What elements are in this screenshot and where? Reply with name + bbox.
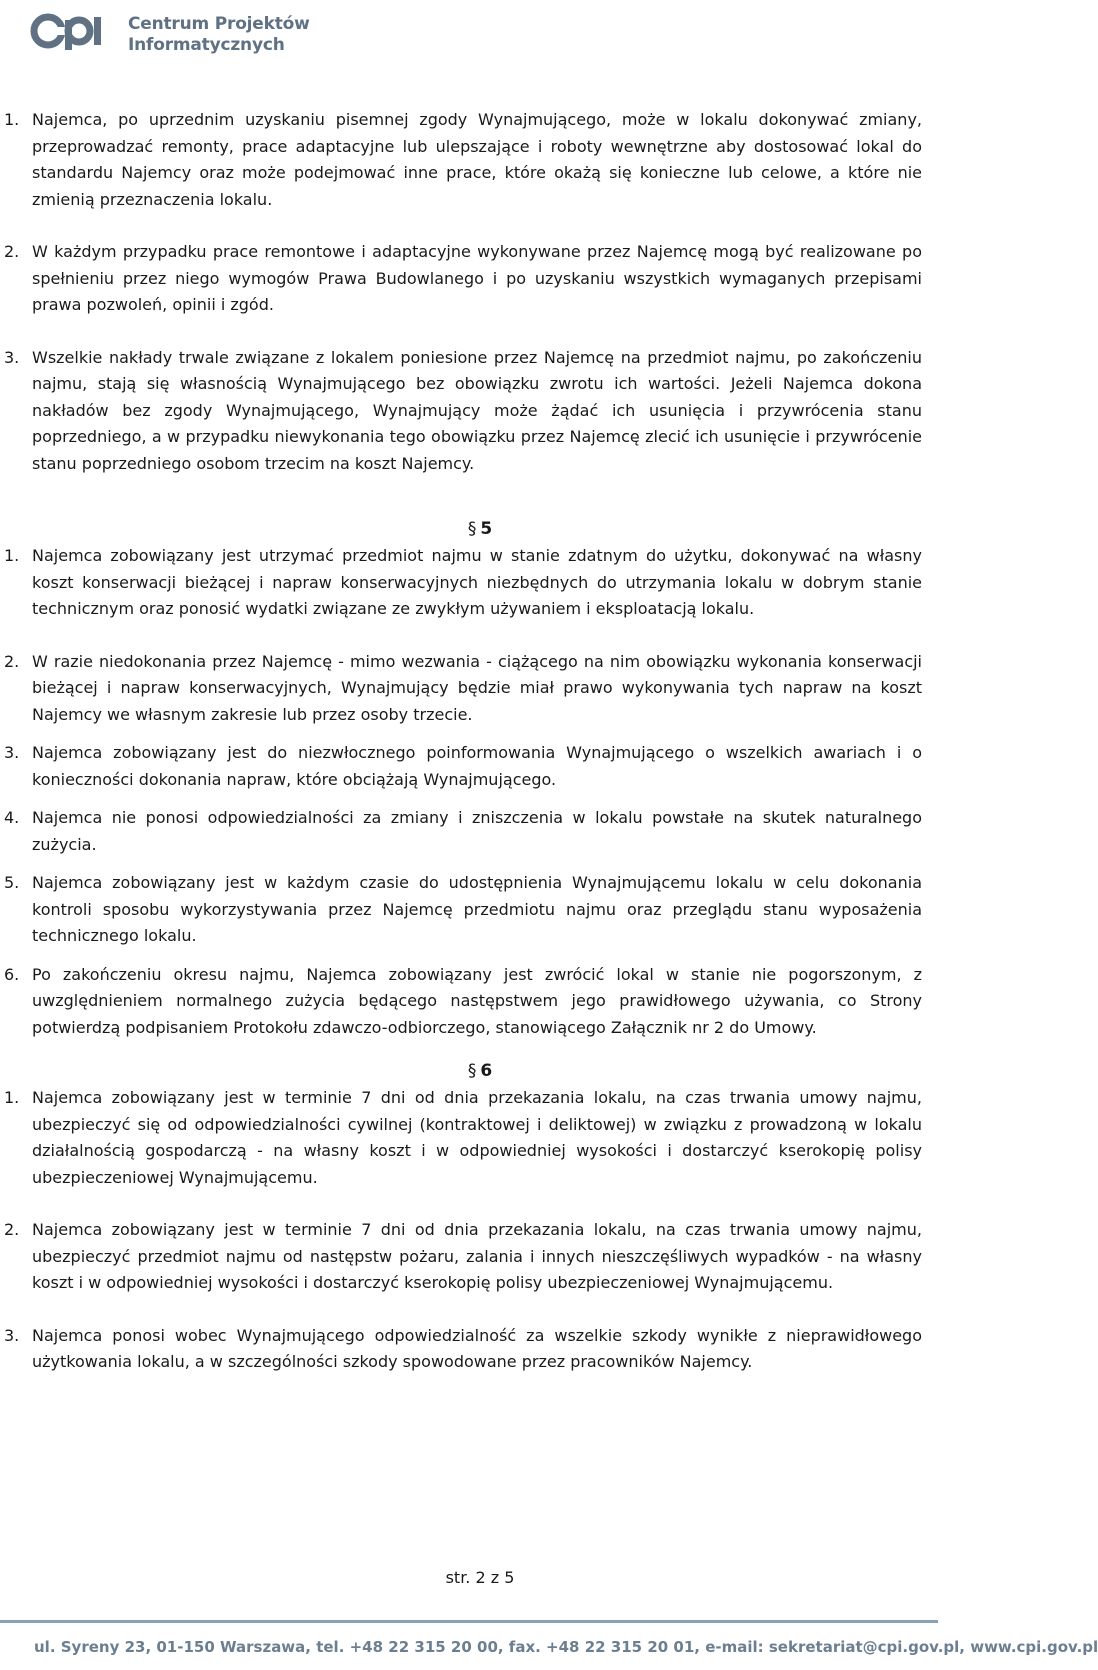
- section-number: 6: [480, 1061, 493, 1081]
- paragraph-number: 1.: [4, 546, 20, 565]
- footer-divider: [0, 1620, 938, 1623]
- paragraph-text: Wszelkie nakłady trwale związane z lokalem poniesione przez Najemcę na przedmiot najmu, po zakończeniu najmu, stają się własnością Wynajmującego bez obowiązku zwrotu ich wartości. Jeżeli Najemca dokona nakładów bez zgody Wynajmującego, Wynajmujący może żądać ich usunięcia i przywrócenia stanu poprzedniego, a w przypadku niewykonania tego obowiązku przez Najemcę zlecić ich usunięcie i przywrócenie stanu poprzedniego osobom trzecim na koszt Najemcy.: [32, 347, 922, 473]
- paragraph: [0, 962, 922, 1042]
- paragraph-number: 4.: [4, 808, 20, 827]
- paragraph: [0, 107, 922, 213]
- paragraph-number: 2.: [4, 242, 20, 261]
- paragraph: [0, 740, 922, 793]
- document-header: [28, 6, 328, 62]
- logo-line-1: Centrum Projektów: [128, 14, 310, 34]
- paragraph: [0, 239, 922, 319]
- paragraph-number: 6.: [4, 964, 20, 984]
- paragraph-text: Najemca zobowiązany jest do niezwłocznego poinformowania Wynajmującego o wszelkich awariach i o konieczności dokonania napraw, które obciążają Wynajmującego.: [32, 743, 922, 789]
- paragraph-number: 3.: [4, 1325, 20, 1345]
- paragraph: [0, 649, 922, 729]
- paragraph-text: Po zakończeniu okresu najmu, Najemca zobowiązany jest zwrócić lokal w stanie nie pogorszonym, z uwzględnieniem normalnego zużycia będącego następstwem jego prawidłowego używania, co Strony potwierdzą podpisaniem Protokołu zdawczo-odbiorczego, stanowiącego Załącznik nr 2 do Umowy.: [32, 964, 922, 1037]
- paragraph-text: Najemca zobowiązany jest w terminie 7 dni od dnia przekazania lokalu, na czas trwania umowy najmu, ubezpieczyć się od odpowiedzialności cywilnej (kontraktowej i deliktowej) w związku z prowadzoną w lokalu działalnością gospodarczą - na własny koszt i w odpowiedniej wysokości i dostarczyć kserokopię polisy ubezpieczeniowej Wynajmującemu.: [32, 1088, 922, 1187]
- footer-address: ul. Syreny 23, 01-150 Warszawa, tel. +48 22 315 20 00, fax. +48 22 315 20 01, e-mail: sekretariat@cpi.gov.pl, www.cpi.gov.pl: [34, 1638, 1098, 1656]
- section-number: 5: [480, 519, 493, 539]
- paragraph: [0, 1085, 922, 1191]
- cpi-logo-icon: [28, 6, 124, 56]
- paragraph-text: Najemca nie ponosi odpowiedzialności za zmiany i zniszczenia w lokalu powstałe na skutek naturalnego zużycia.: [32, 808, 922, 854]
- paragraph-number: 2.: [4, 651, 20, 671]
- section-sign: §: [467, 519, 477, 539]
- document-body: [0, 107, 960, 1402]
- section-heading: [0, 517, 960, 541]
- paragraph-text: Najemca zobowiązany jest utrzymać przedmiot najmu w stanie zdatnym do użytku, dokonywać na własny koszt konserwacji bieżącej i napraw konserwacyjnych niezbędnych do utrzymania lokalu w dobrym stanie technicznym oraz ponosić wydatki związane ze zwykłym używaniem i eksploatacją lokalu.: [32, 546, 922, 618]
- paragraph-text: W razie niedokonania przez Najemcę - mimo wezwania - ciążącego na nim obowiązku wykonania konserwacji bieżącej i napraw konserwacyjnych, Wynajmujący będzie miał prawo wykonywania tych napraw na koszt Najemcy we własnym zakresie lub przez osoby trzecie.: [32, 651, 922, 724]
- paragraph-number: 3.: [4, 347, 20, 367]
- page-number: str. 2 z 5: [445, 1568, 515, 1587]
- section-6: [0, 1059, 960, 1376]
- paragraph-text: Najemca, po uprzednim uzyskaniu pisemnej zgody Wynajmującego, może w lokalu dokonywać zmiany, przeprowadzać remonty, prace adaptacyjne lub ulepszające i roboty wewnętrzne aby dostosować lokal do standardu Najemcy oraz może podejmować inne prace, które okażą się konieczne lub celowe, a które nie zmienią przeznaczenia lokalu.: [32, 110, 922, 209]
- section-sign: §: [467, 1061, 477, 1081]
- logo-line-2: Informatycznych: [128, 35, 285, 55]
- paragraph-number: 1.: [4, 110, 20, 129]
- paragraph-number: 1.: [4, 1088, 20, 1107]
- paragraph: [0, 805, 922, 858]
- paragraph: [0, 543, 922, 623]
- paragraph-number: 5.: [4, 873, 20, 892]
- paragraph: [0, 345, 922, 478]
- paragraph-number: 2.: [4, 1220, 20, 1239]
- paragraph-number: 3.: [4, 743, 20, 762]
- logo-wordmark: [128, 14, 310, 56]
- paragraph-text: W każdym przypadku prace remontowe i adaptacyjne wykonywane przez Najemcę mogą być realizowane po spełnieniu przez niego wymogów Prawa Budowlanego i po uzyskaniu wszystkich wymaganych przepisami prawa pozwoleń, opinii i zgód.: [32, 242, 922, 314]
- section-5: [0, 517, 960, 1041]
- paragraph: [0, 1323, 922, 1376]
- paragraph: [0, 1217, 922, 1297]
- paragraph-text: Najemca ponosi wobec Wynajmującego odpowiedzialność za wszelkie szkody wynikłe z nieprawidłowego użytkowania lokalu, a w szczególności szkody spowodowane przez pracowników Najemcy.: [32, 1325, 922, 1371]
- paragraph: [0, 870, 922, 950]
- section-intro: [0, 107, 960, 477]
- paragraph-text: Najemca zobowiązany jest w terminie 7 dni od dnia przekazania lokalu, na czas trwania umowy najmu, ubezpieczyć przedmiot najmu od następstw pożaru, zalania i innych nieszczęśliwych wypadków - na własny koszt i w odpowiedniej wysokości i dostarczyć kserokopię polisy ubezpieczeniowej Wynajmującemu.: [32, 1220, 922, 1292]
- paragraph-text: Najemca zobowiązany jest w każdym czasie do udostępnienia Wynajmującemu lokalu w celu dokonania kontroli sposobu wykorzystywania przez Najemcę przedmiotu najmu oraz przeglądu stanu wyposażenia technicznego lokalu.: [32, 873, 922, 945]
- section-heading: [0, 1059, 960, 1083]
